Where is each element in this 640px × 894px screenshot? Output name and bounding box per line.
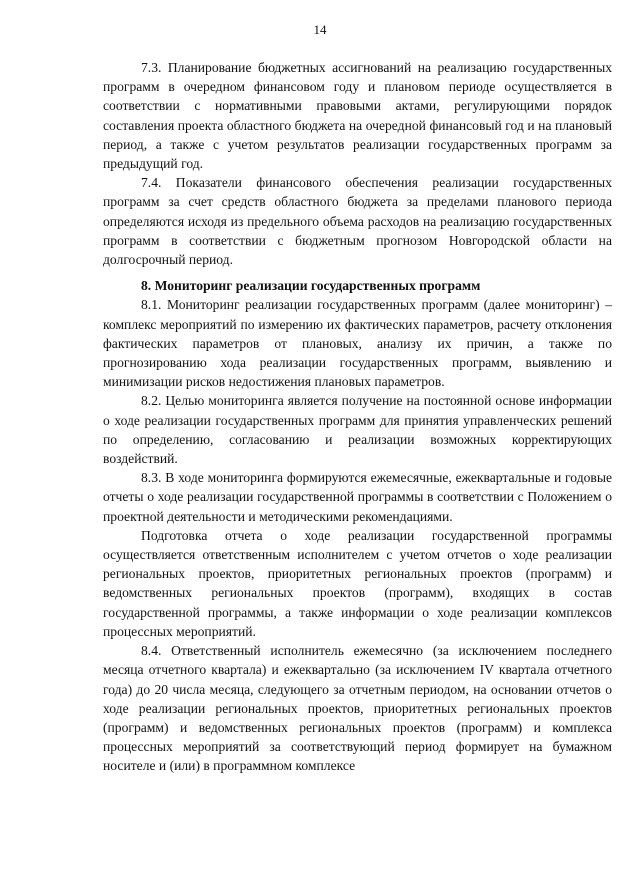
paragraph-8-1: 8.1. Мониторинг реализации государственных программ (далее мониторинг) – комплекс мероприятий по измерению их фактических параметров, расчету отклонения фактических параметров от плановых, анализу их причин, а также по прогнозированию хода реализации государственных программ, выявлению и минимизации рисков недостижения плановых параметров. [103,297,612,390]
paragraph-8-2: 8.2. Целью мониторинга является получение на постоянной основе информации о ходе реализации государственных программ для принятия управленческих решений по определению, согласованию и реализации возможных корректирующих воздействий. [103,393,612,467]
paragraph-8-4: 8.4. Ответственный исполнитель ежемесячно (за исключением последнего месяца отчетного квартала) и ежеквартально (за исключением IV квартала отчетного года) до 20 числа месяца, следующего за отчетным периодом, на основании отчетов о ходе реализации региональных проектов, приоритетных региональных проектов (программ) и ведомственных региональных проектов (программ) и комплекса процессных мероприятий за соответствующий период формирует на бумажном носителе и (или) в программном комплексе [103,643,612,774]
section-heading: 8. Мониторинг реализации государственных программ [141,278,481,294]
page-number: 14 [313,22,327,37]
paragraph-report-preparation: Подготовка отчета о ходе реализации государственной программы осуществляется ответственным исполнителем с учетом отчетов о ходе реализации региональных проектов, приоритетных региональных проектов (программ) и ведомственных региональных проектов (программ), входящих в состав государственной программы, а также информации о ходе реализации комплексов процессных мероприятий. [103,527,612,639]
paragraph-8-3: 8.3. В ходе мониторинга формируются ежемесячные, ежеквартальные и годовые отчеты о ходе реализации государственной программы в соответствии с Положением о проектной деятельности и методическими рекомендациями. [103,470,612,524]
paragraph-7-4: 7.4. Показатели финансового обеспечения реализации государственных программ за счет средств областного бюджета за пределами планового периода определяются исходя из предельного объема расходов на реализацию государственных программ в соответствии с бюджетным прогнозом Новгородской области на долгосрочный период. [103,175,612,268]
document-body [103,58,612,776]
paragraph-7-3: 7.3. Планирование бюджетных ассигнований на реализацию государственных программ в очередном финансовом году и плановом периоде осуществляется в соответствии с нормативными правовыми актами, регулирующими порядок составления проекта областного бюджета на очередной финансовый год и на плановый период, а также с учетом результатов реализации государственных программ за предыдущий год. [103,60,612,172]
